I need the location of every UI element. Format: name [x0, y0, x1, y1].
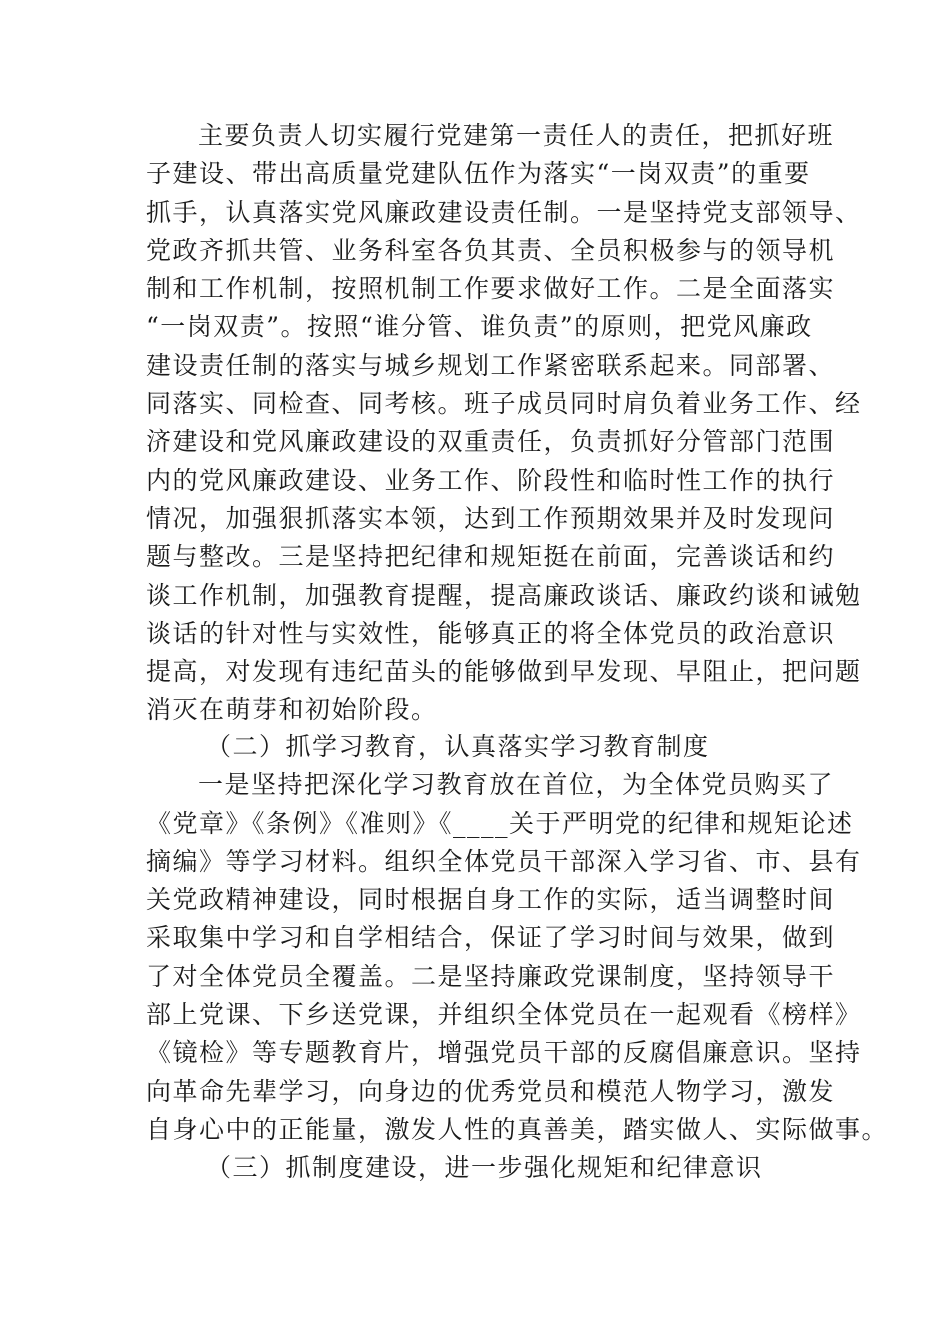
text-line: 同落实、同检查、同考核。班子成员同时肩负着业务工作、经 — [146, 389, 862, 419]
text-line: 采取集中学习和自学相结合，保证了学习时间与效果，做到 — [146, 923, 836, 953]
text-line: 向革命先辈学习，向身边的优秀党员和模范人物学习，激发 — [146, 1076, 836, 1106]
text-line: 《党章》《条例》《准则》《____关于严明党的纪律和规矩论述 — [146, 808, 854, 838]
text-line: 了对全体党员全覆盖。二是坚持廉政党课制度，坚持领导干 — [146, 961, 836, 991]
text-line: 内的党风廉政建设、业务工作、阶段性和临时性工作的执行 — [146, 465, 836, 495]
text-line: 摘编》等学习材料。组织全体党员干部深入学习省、市、县有 — [146, 846, 862, 876]
text-line: 济建设和党风廉政建设的双重责任，负责抓好分管部门范围 — [146, 427, 836, 457]
text-line: 制和工作机制，按照机制工作要求做好工作。二是全面落实 — [146, 274, 836, 304]
text-line: 关党政精神建设，同时根据自身工作的实际，适当调整时间 — [146, 885, 836, 915]
text-line: 消灭在萌芽和初始阶段。 — [146, 695, 438, 725]
text-line: 谈工作机制，加强教育提醒，提高廉政谈话、廉政约谈和诫勉 — [146, 580, 862, 610]
text-line: 党政齐抓共管、业务科室各负其责、全员积极参与的领导机 — [146, 235, 836, 265]
text-line: 题与整改。三是坚持把纪律和规矩挺在前面，完善谈话和约 — [146, 542, 836, 572]
text-line: 谈话的针对性与实效性，能够真正的将全体党员的政治意识 — [146, 618, 836, 648]
text-line: 一是坚持把深化学习教育放在首位，为全体党员购买了 — [198, 770, 835, 800]
section-heading-three: （三）抓制度建设，进一步强化规矩和纪律意识 — [206, 1153, 763, 1183]
text-line: 抓手，认真落实党风廉政建设责任制。一是坚持党支部领导、 — [146, 197, 862, 227]
body-paragraph-responsibility — [146, 117, 862, 730]
text-line: 提高，对发现有违纪苗头的能够做到早发现、早阻止，把问题 — [146, 657, 862, 687]
section-heading-two: （二）抓学习教育，认真落实学习教育制度 — [206, 732, 710, 761]
text-line: 情况，加强狠抓落实本领，达到工作预期效果并及时发现问 — [146, 503, 836, 533]
body-section-study — [146, 728, 889, 1188]
text-line: 《镜检》等专题教育片，增强党员干部的反腐倡廉意识。坚持 — [146, 1038, 862, 1068]
text-line: “一岗双责”。按照“谁分管、谁负责”的原则，把党风廉政 — [146, 312, 813, 342]
text-line: 主要负责人切实履行党建第一责任人的责任，把抓好班 — [198, 121, 835, 150]
text-line: 子建设、带出高质量党建队伍作为落实“一岗双责”的重要 — [146, 159, 811, 189]
text-line: 建设责任制的落实与城乡规划工作紧密联系起来。同部署、 — [146, 350, 836, 380]
text-line: 自身心中的正能量，激发人性的真善美，踏实做人、实际做事。 — [146, 1114, 889, 1144]
text-line: 部上党课、下乡送党课，并组织全体党员在一起观看《榜样》 — [146, 1000, 862, 1030]
